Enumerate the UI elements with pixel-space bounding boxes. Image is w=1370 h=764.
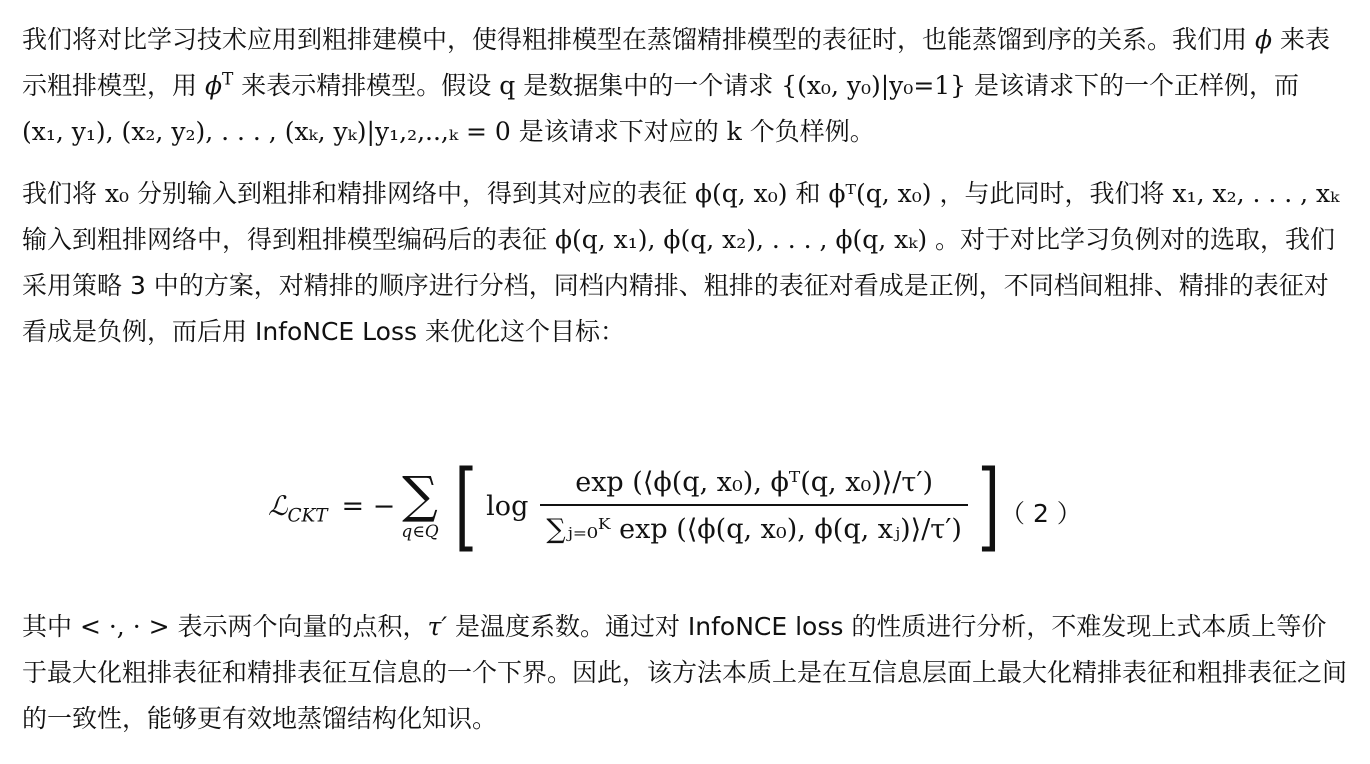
- p1-text-6: 是该请求下对应的: [510, 117, 727, 146]
- p2-math-3: x₁, x₂, . . . , xₖ: [1172, 179, 1340, 208]
- p2-text-1: 我们将: [22, 179, 105, 208]
- fraction-denominator: ∑ⱼ₌₀ᴷ exp (⟨ϕ(q, x₀), ϕ(q, xⱼ)⟩/τ′): [546, 514, 962, 545]
- p1-text-7: 个负样例。: [741, 117, 875, 146]
- p2-math-2: ϕᵀ(q, x₀): [828, 179, 932, 208]
- p2-text-5: 输入到粗排网络中，得到粗排模型编码后的表征: [22, 225, 555, 254]
- p3-text-2: 表示两个向量的点积，: [169, 612, 428, 641]
- equation-body: [268, 450, 1009, 562]
- p2-math-4: ϕ(q, x₁), ϕ(q, x₂), . . . , ϕ(q, xₖ): [554, 225, 928, 254]
- equation-ckt: [0, 440, 1370, 580]
- p2-text-6: 。对于对比学习负例对的选取，我们采用策略 3 中的方案，对精排的顺序进行分档，同档内精排、粗排的表征对看成是正例，不同档间粗排、精排的表征对看成是负例，而后用 InfoNCE Loss 来优化这个目标：: [22, 225, 1336, 346]
- p3-tau: τ′: [427, 612, 447, 641]
- paragraph-3: [22, 604, 1348, 742]
- p1-text-5: 是该请求下的一个正样例，而: [966, 71, 1300, 100]
- equals-minus: = −: [341, 490, 396, 522]
- p2-text-2: 分别输入到粗排和精排网络中，得到其对应的表征: [129, 179, 695, 208]
- p1-math-2: (x₁, y₁), (x₂, y₂), . . . , (xₖ, yₖ)|y₁,₂,..,ₖ = 0: [22, 117, 511, 146]
- loss-symbol: ℒ: [268, 490, 288, 522]
- p1-k: k: [726, 117, 742, 146]
- p3-text-1: 其中: [22, 612, 80, 641]
- fraction: [540, 467, 968, 545]
- p1-phi-t: ϕ: [204, 71, 222, 100]
- p3-math-1: < ·, · >: [79, 612, 170, 641]
- sum-limit: q∈Q: [401, 522, 439, 542]
- p1-q: q: [499, 71, 516, 100]
- p1-text-1: 我们将对比学习技术应用到粗排建模中，使得粗排模型在蒸馏精排模型的表征时，也能蒸馏到序的关系。我们用: [22, 25, 1255, 54]
- p2-math-1: ϕ(q, x₀): [694, 179, 788, 208]
- p1-text-4: 是数据集中的一个请求: [515, 71, 782, 100]
- p2-text-3: 和: [787, 179, 829, 208]
- p1-sup-t: T: [222, 69, 234, 90]
- fraction-numerator: exp (⟨ϕ(q, x₀), ϕᵀ(q, x₀)⟩/τ′): [575, 467, 934, 498]
- p1-phi: ϕ: [1254, 25, 1272, 54]
- equation-number: （ 2 ）: [1000, 499, 1082, 528]
- sigma-symbol: ∑: [402, 466, 438, 524]
- log-operator: log: [486, 490, 529, 522]
- equation-lhs: [268, 490, 328, 526]
- article-body: [22, 17, 1348, 355]
- paragraph-1: [22, 17, 1348, 155]
- right-bracket: ]: [977, 450, 1000, 562]
- p1-math-1: {(x₀, y₀)|y₀=1}: [781, 71, 967, 100]
- paragraph-2: [22, 171, 1348, 355]
- p3-text-3: 是温度系数。通过对 InfoNCE loss 的性质进行分析，不难发现上式本质上等价于最大化粗排表征和精排表征互信息的一个下界。因此，该方法本质上是在互信息层面上最大化精排表征和粗排表征之间的一致性，能够更有效地蒸馏结构化知识。: [22, 612, 1348, 733]
- loss-subscript: CKT: [287, 504, 328, 526]
- p1-text-2: 来表示粗排模型，用: [22, 25, 1330, 100]
- p2-x0: x₀: [104, 179, 130, 208]
- p1-text-3: 来表示精排模型。假设: [233, 71, 500, 100]
- sum-operator: [401, 466, 439, 542]
- p2-text-4: ，与此同时，我们将: [931, 179, 1173, 208]
- left-bracket: [: [454, 450, 477, 562]
- article-body-bottom: [22, 604, 1348, 742]
